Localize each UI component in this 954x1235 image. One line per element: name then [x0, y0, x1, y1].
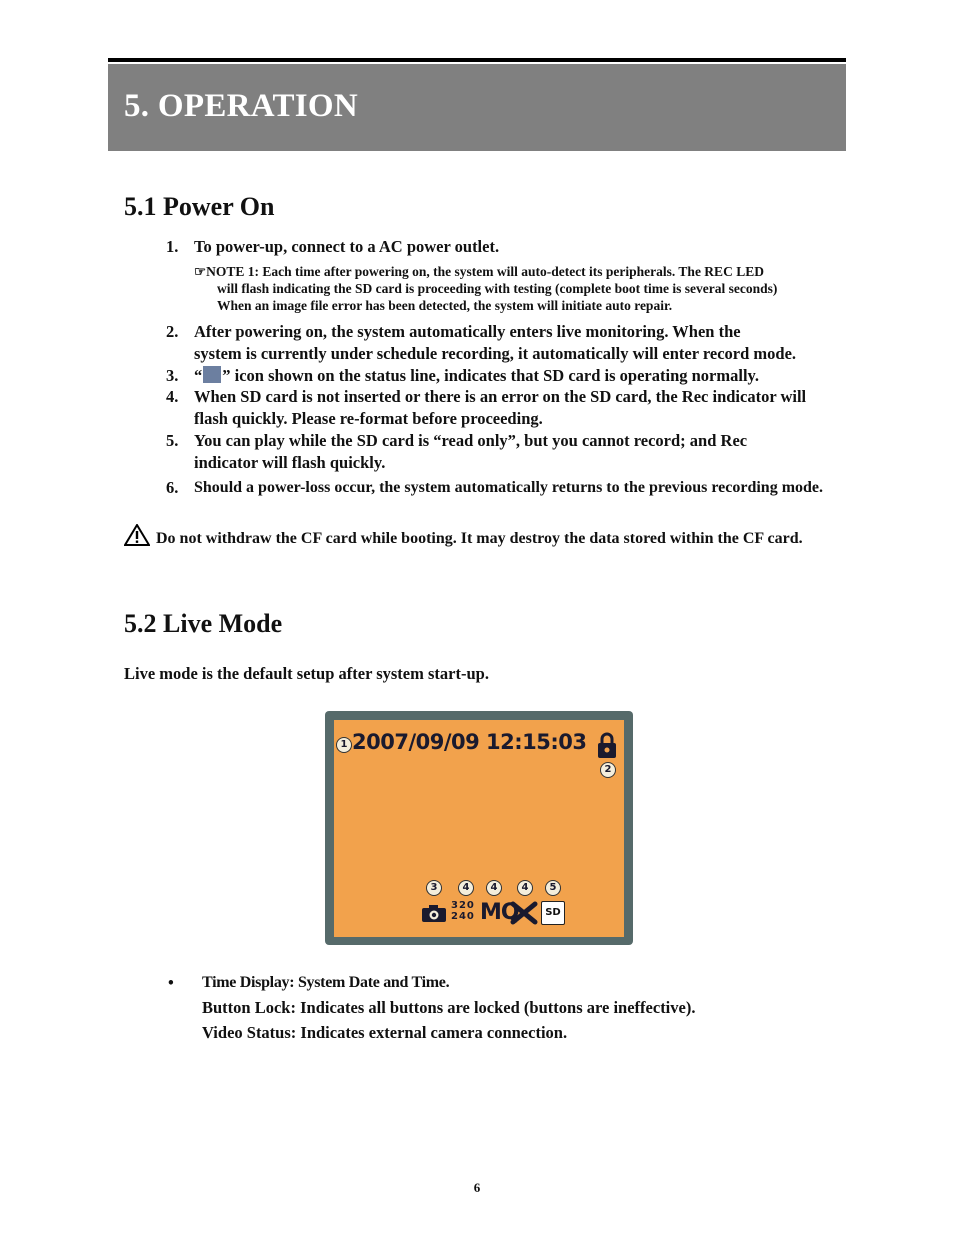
quote-open: “	[194, 366, 203, 385]
no-audio-icon	[510, 901, 538, 930]
note-line: will flash indicating the SD card is proceeding with testing (complete boot time is several seconds)	[217, 281, 778, 296]
legend-line: Button Lock: Indicates all buttons are locked (buttons are ineffective).	[202, 998, 696, 1017]
page-number: 6	[473, 1180, 481, 1195]
marker-3: 3	[426, 880, 442, 896]
marker-5: 5	[545, 880, 561, 896]
bullet-symbol: •	[168, 973, 174, 992]
top-rule	[108, 58, 846, 62]
lock-icon	[597, 731, 617, 764]
list-number: 1.	[166, 237, 179, 256]
marker-4: 4	[458, 880, 474, 896]
marker-1: 1	[336, 737, 352, 753]
list-line: system is currently under schedule recording, it automatically will enter record mode.	[194, 344, 797, 363]
note-line: NOTE 1: Each time after powering on, the system will auto-detect its peripherals. The REC LED	[206, 264, 764, 279]
list-text	[194, 386, 806, 430]
marker-4: 4	[517, 880, 533, 896]
chapter-header	[108, 64, 846, 151]
legend-line: Time Display: System Date and Time.	[202, 974, 450, 991]
resolution-width: 320	[451, 900, 475, 911]
warning-text: Do not withdraw the CF card while booting. It may destroy the data stored within the CF card.	[156, 530, 803, 547]
list-text	[194, 365, 759, 387]
osd-resolution	[451, 900, 475, 922]
list-line: flash quickly. Please re-format before proceeding.	[194, 409, 543, 428]
list-text	[194, 321, 796, 365]
camera-icon	[421, 903, 447, 928]
section-heading-power-on: 5.1 Power On	[124, 192, 275, 221]
list-number: 3.	[166, 366, 179, 385]
warning-icon	[124, 524, 150, 551]
warning-note	[124, 524, 803, 551]
list-number: 6.	[166, 478, 179, 497]
list-line: When SD card is not inserted or there is an error on the SD card, the Rec indicator will	[194, 387, 807, 406]
list-text	[194, 430, 747, 474]
osd-quality: MQ	[480, 900, 519, 925]
section-heading-live-mode: 5.2 Live Mode	[124, 609, 283, 638]
note-block	[194, 263, 777, 314]
list-line: indicator will flash quickly.	[194, 453, 386, 472]
hand-pointer-icon: ☞	[194, 264, 207, 279]
list-text: To power-up, connect to a AC power outlet.	[194, 237, 500, 256]
list-line: After powering on, the system automatically enters live monitoring. When the	[194, 322, 741, 341]
live-mode-intro: Live mode is the default setup after system start-up.	[124, 664, 489, 683]
chapter-title: 5. OPERATION	[124, 88, 359, 124]
note-line: When an image file error has been detected, the system will initiate auto repair.	[217, 298, 673, 313]
resolution-height: 240	[451, 911, 475, 922]
marker-2: 2	[600, 762, 616, 778]
list-line: ” icon shown on the status line, indicates that SD card is operating normally.	[222, 366, 759, 385]
list-text: Should a power-loss occur, the system automatically returns to the previous recording mode.	[194, 479, 824, 496]
list-number: 4.	[166, 387, 179, 406]
osd-datetime: 2007/09/09 12:15:03	[352, 730, 587, 754]
legend-line: Video Status: Indicates external camera connection.	[202, 1023, 568, 1042]
live-screen-figure	[325, 711, 633, 945]
list-number: 2.	[166, 322, 179, 341]
marker-4: 4	[486, 880, 502, 896]
list-line: You can play while the SD card is “read only”, but you cannot record; and Rec	[194, 431, 748, 450]
list-number: 5.	[166, 431, 179, 450]
sd-card-icon: SD	[541, 901, 565, 925]
sd-card-icon	[203, 366, 221, 383]
live-screen-display	[334, 720, 624, 937]
